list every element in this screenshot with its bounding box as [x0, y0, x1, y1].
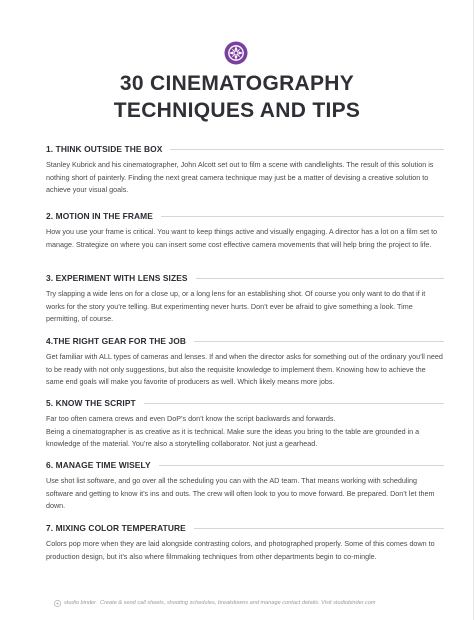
section-header [46, 458, 444, 472]
tip-section-6 [46, 458, 444, 521]
section-heading: 6. MANAGE TIME WISELY [46, 460, 151, 470]
section-divider [194, 341, 444, 342]
section-paragraph: Get familiar with ALL types of cameras and lenses. If and when the director asks for something out of the ordinary you’ll need to be ready with not only suggestions, but also the requisite knowledge to implement them. Knowing how to achieve the same end goals will make you favorite of producers as well. Which likely means more jobs. [46, 352, 443, 387]
section-paragraph: Use shot list software, and go over all the scheduling you can with the AD team. That means working with scheduling software and getting to know it’s ins and outs. The crew will often look to you to move forward. Be prepared. Don’t let them down. [46, 476, 435, 511]
section-paragraph: Colors pop more when they are laid alongside contrasting colors, and photographed properly. Some of this comes down to production design, but it’s also where filmmaking techniques from other departments begin to co-mingle. [46, 539, 435, 561]
section-body [46, 226, 444, 251]
footer-brand: studio binder [64, 600, 97, 606]
section-heading: 4.THE RIGHT GEAR FOR THE JOB [46, 336, 187, 346]
section-header [46, 521, 444, 535]
title-line-1: 30 CINEMATOGRAPHY [119, 72, 355, 95]
section-divider [196, 278, 444, 279]
studiobinder-footer-logo-icon [54, 600, 61, 607]
section-paragraph: Far too often camera crews and even DoP’s don’t know the script backwards and forwards. [46, 414, 336, 423]
section-heading: 1. THINK OUTSIDE THE BOX [46, 144, 163, 154]
section-body [46, 159, 444, 197]
page-footer [54, 597, 454, 609]
tip-section-1 [46, 142, 444, 209]
section-body [46, 538, 444, 563]
section-divider [144, 403, 444, 404]
section-divider [170, 149, 444, 150]
section-heading: 3. EXPERIMENT WITH LENS SIZES [46, 273, 188, 283]
tip-section-7 [46, 521, 444, 571]
section-body [46, 288, 444, 326]
section-header [46, 142, 444, 156]
section-header [46, 396, 444, 410]
section-heading: 2. MOTION IN THE FRAME [46, 211, 153, 221]
tip-section-2 [46, 209, 444, 271]
title-line-2: TECHNIQUES AND TIPS [113, 99, 361, 122]
tip-section-3 [46, 271, 444, 334]
section-paragraph: Try slapping a wide lens on for a close up, or a long lens for an establishing shot. Of course you only want to do that if it works for the story you’re telling. But experimenting never hurts. Don’t ever be afraid to give something a look. Time permitting, of course. [46, 289, 426, 324]
section-divider [159, 465, 444, 466]
section-paragraph: Being a cinematographer is as creative as it is technical. Make sure the ideas you bring to the table are grounded in a knowledge of the material. You’re also a storytelling collaborator. Not just a gearhead. [46, 426, 420, 449]
footer-text: Create & send call sheets, shooting schedules, breakdowns and manage contact details. Visit studiobinder.com [100, 600, 376, 606]
section-body [46, 475, 444, 513]
section-header [46, 209, 444, 223]
tip-section-4 [46, 334, 444, 396]
tip-section-5 [46, 396, 444, 458]
section-header [46, 271, 444, 285]
section-body [46, 351, 444, 389]
section-paragraph: Stanley Kubrick and his cinematographer, John Alcott set out to film a scene with candlelights. The result of this solution is nothing short of painterly. Finding the next great camera technique may just be a matter of devising a creative solution to achieve your visual goals. [46, 160, 434, 195]
studiobinder-logo-icon [224, 41, 248, 65]
section-divider [161, 216, 444, 217]
section-heading: 7. MIXING COLOR TEMPERATURE [46, 523, 186, 533]
section-divider [194, 528, 444, 529]
tips-list [46, 142, 444, 571]
section-heading: 5. KNOW THE SCRIPT [46, 398, 136, 408]
page-title [0, 70, 474, 124]
section-body [46, 413, 444, 451]
section-header [46, 334, 444, 348]
section-paragraph: How you use your frame is critical. You want to keep things active and visually engaging. A director has a lot on a film set to manage. Strategize on where you can insert some cost effective camera movements that will help bring the project to life. [46, 227, 438, 249]
